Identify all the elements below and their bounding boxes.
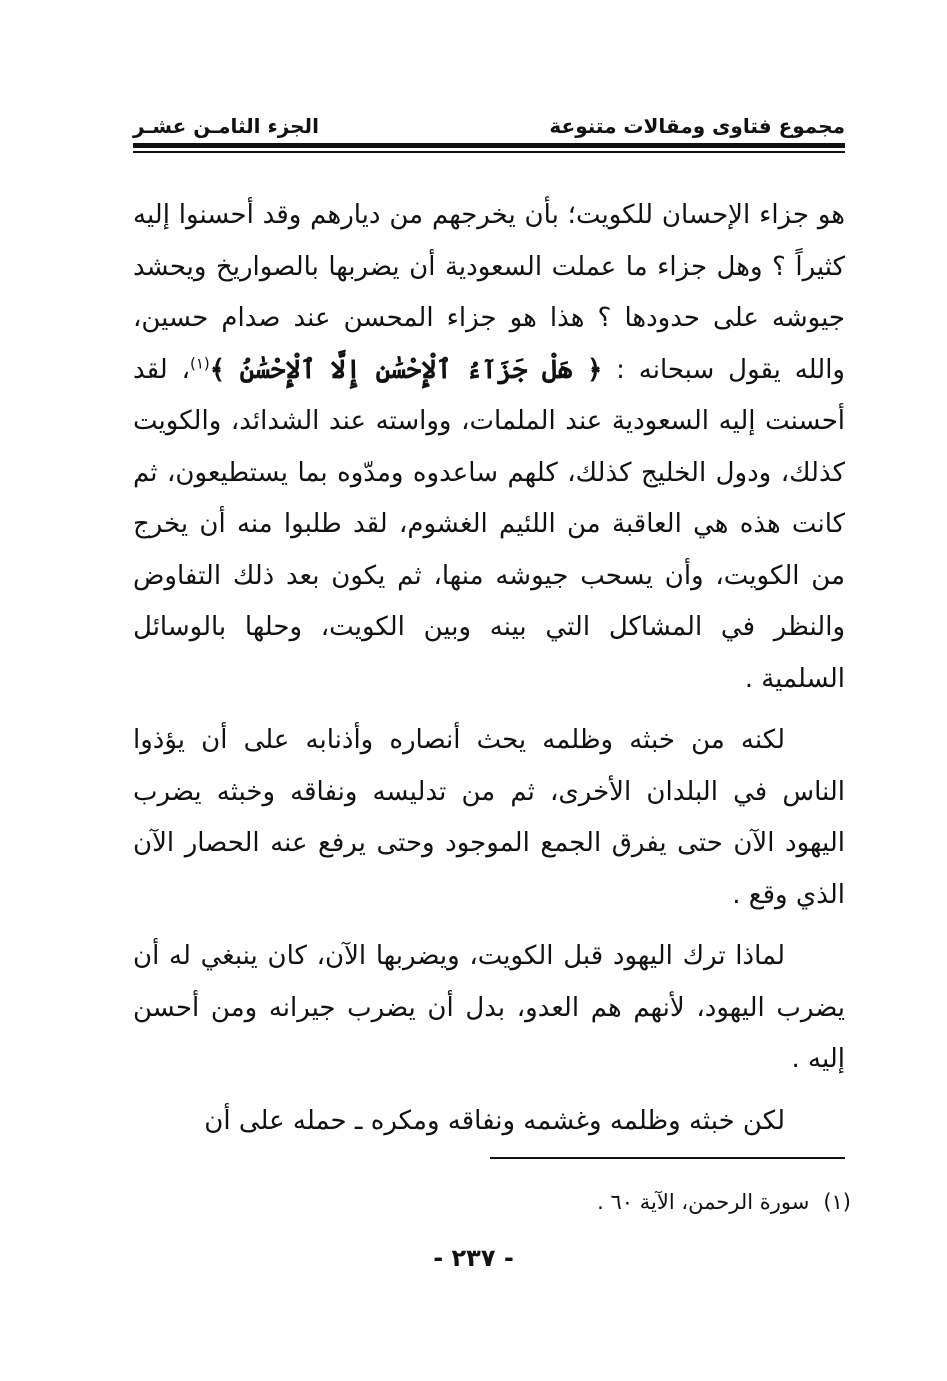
header-rule-thin [133, 151, 845, 153]
paragraph-1-end: ، لقد أحسنت إليه السعودية عند الملمات، وواسته عند الشدائد، والكويت كذلك، ودول الخليج كذلك، كلهم ساعدوه ومدّوه بما يستطيعون، ثم كانت هذه هي العاقبة من اللئيم الغشوم، لقد طلبوا منه أن يخرج من الكويت، وأن يسحب جيوشه منها، ثم يكون بعد ذلك التفاوض والنظر في المشاكل التي بينه وبين الكويت، وحلها بالوسائل السلمية . [133, 354, 845, 694]
footnote-marker: (١) [823, 1190, 851, 1214]
footnote [139, 1190, 851, 1214]
running-header [133, 108, 845, 142]
book-title: مجموع فتاوى ومقالات متنوعة [549, 114, 845, 138]
paragraph-1-start: هو جزاء الإحسان للكويت؛ بأن يخرجهم من ديارهم وقد أحسنوا إليه كثيراً ؟ وهل جزاء ما عملت السعودية أن يضربها بالصواريخ ويحشد جيوشه على حدودها ؟ هذا هو جزاء المحسن عند صدام حسين، والله يقول سبحانه : [133, 200, 845, 385]
body-text [133, 190, 845, 1157]
paragraph-3: لماذا ترك اليهود قبل الكويت، ويضربها الآن، كان ينبغي له أن يضرب اليهود، لأنهم هم العدو، بدل أن يضرب جيرانه ومن أحسن إليه . [133, 941, 845, 1074]
paragraph-2: لكنه من خبثه وظلمه يحث أنصاره وأذنابه على أن يؤذوا الناس في البلدان الأخرى، ثم من تدليسه ونفاقه وخبثه يضرب اليهود الآن حتى يفرق الجمع الموجود وحتى يرفع عنه الحصار الآن الذي وقع . [133, 725, 845, 910]
paragraph-4: لكن خبثه وظلمه وغشمه ونفاقه ومكره ـ حمله على أن [204, 1105, 785, 1136]
footnote-text: سورة الرحمن، الآية ٦٠ . [597, 1190, 810, 1214]
footnote-separator [490, 1157, 845, 1159]
footnote-reference: (١) [189, 353, 210, 372]
header-rule-thick [133, 143, 845, 148]
volume-label: الجزء الثامـن عشـر [133, 114, 319, 138]
page-number: - ٢٣٧ - [433, 1244, 514, 1272]
paragraph-1 [133, 190, 845, 705]
quran-verse: ﴿ هَلْ جَزَآءُ ٱلْإِحْسَٰنِ إِلَّا ٱلْإِحْسَٰنُ ﴾ [209, 354, 603, 385]
